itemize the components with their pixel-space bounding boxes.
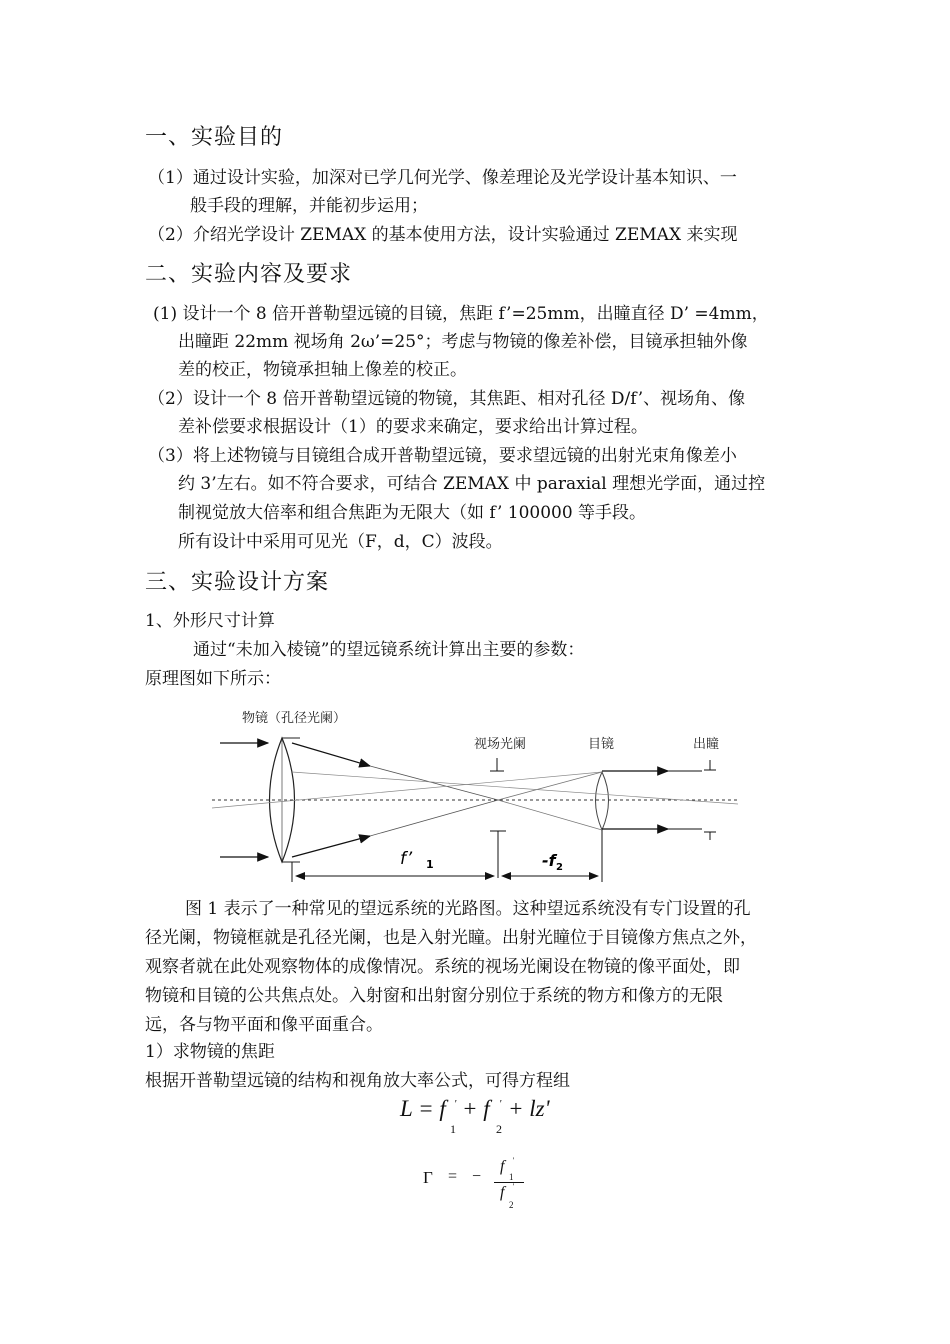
req-line-6: （3）将上述物镜与目镜组合成开普勒望远镜，要求望远镜的出射光束角像差小 — [148, 446, 737, 466]
para-line-3: 观察者就在此处观察物体的成像情况。系统的视场光阑设在物镜的像平面处，即 — [145, 957, 740, 977]
eq1-lhs: L = f — [400, 1096, 446, 1121]
telescope-diagram — [210, 700, 750, 890]
req-line-8: 制视觉放大倍率和组合焦距为无限大（如 f’ 100000 等手段。 — [178, 503, 647, 523]
eq2-denominator: f — [500, 1184, 505, 1201]
eq2-numerator: f — [500, 1158, 505, 1175]
purpose-line-1: （1）通过设计实验，加深对已学几何光学、像差理论及光学设计基本知识、一 — [148, 168, 737, 188]
req-line-5: 差补偿要求根据设计（1）的要求来确定，要求给出计算过程。 — [178, 417, 648, 437]
equation-2 — [420, 1156, 540, 1218]
label-field-stop: 视场光阑 — [474, 737, 527, 752]
section-title-design: 三、实验设计方案 — [145, 570, 330, 595]
para-line-5: 远，各与物平面和像平面重合。 — [145, 1015, 383, 1035]
eq2-minus: − — [472, 1168, 482, 1185]
eq2-den-prime: ' — [512, 1182, 514, 1191]
para-line-4: 物镜和目镜的公共焦点处。入射窗和出射窗分别位于系统的物方和像方的无限 — [145, 986, 723, 1006]
diagram-caption: 原理图如下所示： — [145, 669, 281, 689]
label-f1-sub: 1 — [426, 858, 434, 871]
req-line-3: 差的校正，物镜承担轴上像差的校正。 — [178, 360, 467, 380]
req-line-2: 出瞳距 22mm 视场角 2ω’=25°；考虑与物镜的像差补偿，目镜承担轴外像 — [178, 332, 748, 352]
eq1-sub-2: 2 — [496, 1122, 502, 1136]
para-line-2: 径光阑，物镜框就是孔径光阑，也是入射光瞳。出射光瞳位于目镜像方焦点之外， — [145, 928, 757, 948]
eq2-num-sub: 1 — [509, 1172, 514, 1182]
section-title-requirements: 二、实验内容及要求 — [145, 262, 353, 287]
purpose-line-2: 般手段的理解，并能初步运用； — [190, 196, 428, 216]
eq1-rhs: + lz' — [508, 1096, 550, 1121]
eq1-prime-1: ' — [454, 1098, 457, 1110]
equation-1 — [400, 1096, 600, 1142]
label-f1: f’ — [400, 849, 413, 869]
label-eyepiece: 目镜 — [588, 737, 615, 752]
eq1-mid: + f — [462, 1096, 490, 1121]
label-f2-sub: 2 — [556, 862, 563, 873]
eq2-equals: = — [448, 1168, 458, 1185]
section-title-purpose: 一、实验目的 — [145, 125, 284, 150]
design-intro: 通过“未加入棱镜”的望远镜系统计算出主要的参数： — [193, 640, 585, 660]
req-line-4: （2）设计一个 8 倍开普勒望远镜的物镜，其焦距、相对孔径 D/f’、视场角、像 — [148, 389, 746, 409]
eq1-prime-2: ' — [499, 1098, 502, 1110]
label-exit-pupil: 出瞳 — [693, 737, 720, 752]
para-line-1: 图 1 表示了一种常见的望远系统的光路图。这种望远系统没有专门设置的孔 — [185, 899, 751, 919]
req-line-1: (1) 设计一个 8 倍开普勒望远镜的目镜，焦距 f’=25mm，出瞳直径 D’ =4mm， — [153, 304, 769, 324]
design-subheading-1: 1、外形尺寸计算 — [145, 611, 275, 631]
purpose-line-3: （2）介绍光学设计 ZEMAX 的基本使用方法，设计实验通过 ZEMAX 来实现 — [148, 225, 738, 245]
label-f2: -f — [542, 851, 556, 870]
eq2-fraction-bar — [494, 1182, 524, 1183]
design-subheading-2-text: 根据开普勒望远镜的结构和视角放大率公式，可得方程组 — [145, 1071, 570, 1091]
design-subheading-2: 1）求物镜的焦距 — [145, 1042, 275, 1062]
eq2-den-sub: 2 — [509, 1200, 514, 1210]
req-line-7: 约 3’左右。如不符合要求，可结合 ZEMAX 中 paraxial 理想光学面，通过控 — [178, 474, 766, 494]
req-line-9: 所有设计中采用可见光（F，d，C）波段。 — [178, 532, 503, 552]
eq2-num-prime: ' — [512, 1156, 514, 1165]
eyepiece-lens — [596, 772, 609, 830]
eq2-gamma: Γ — [423, 1168, 433, 1187]
eq1-sub-1: 1 — [450, 1122, 456, 1136]
label-objective: 物镜（孔径光阑） — [242, 711, 347, 726]
